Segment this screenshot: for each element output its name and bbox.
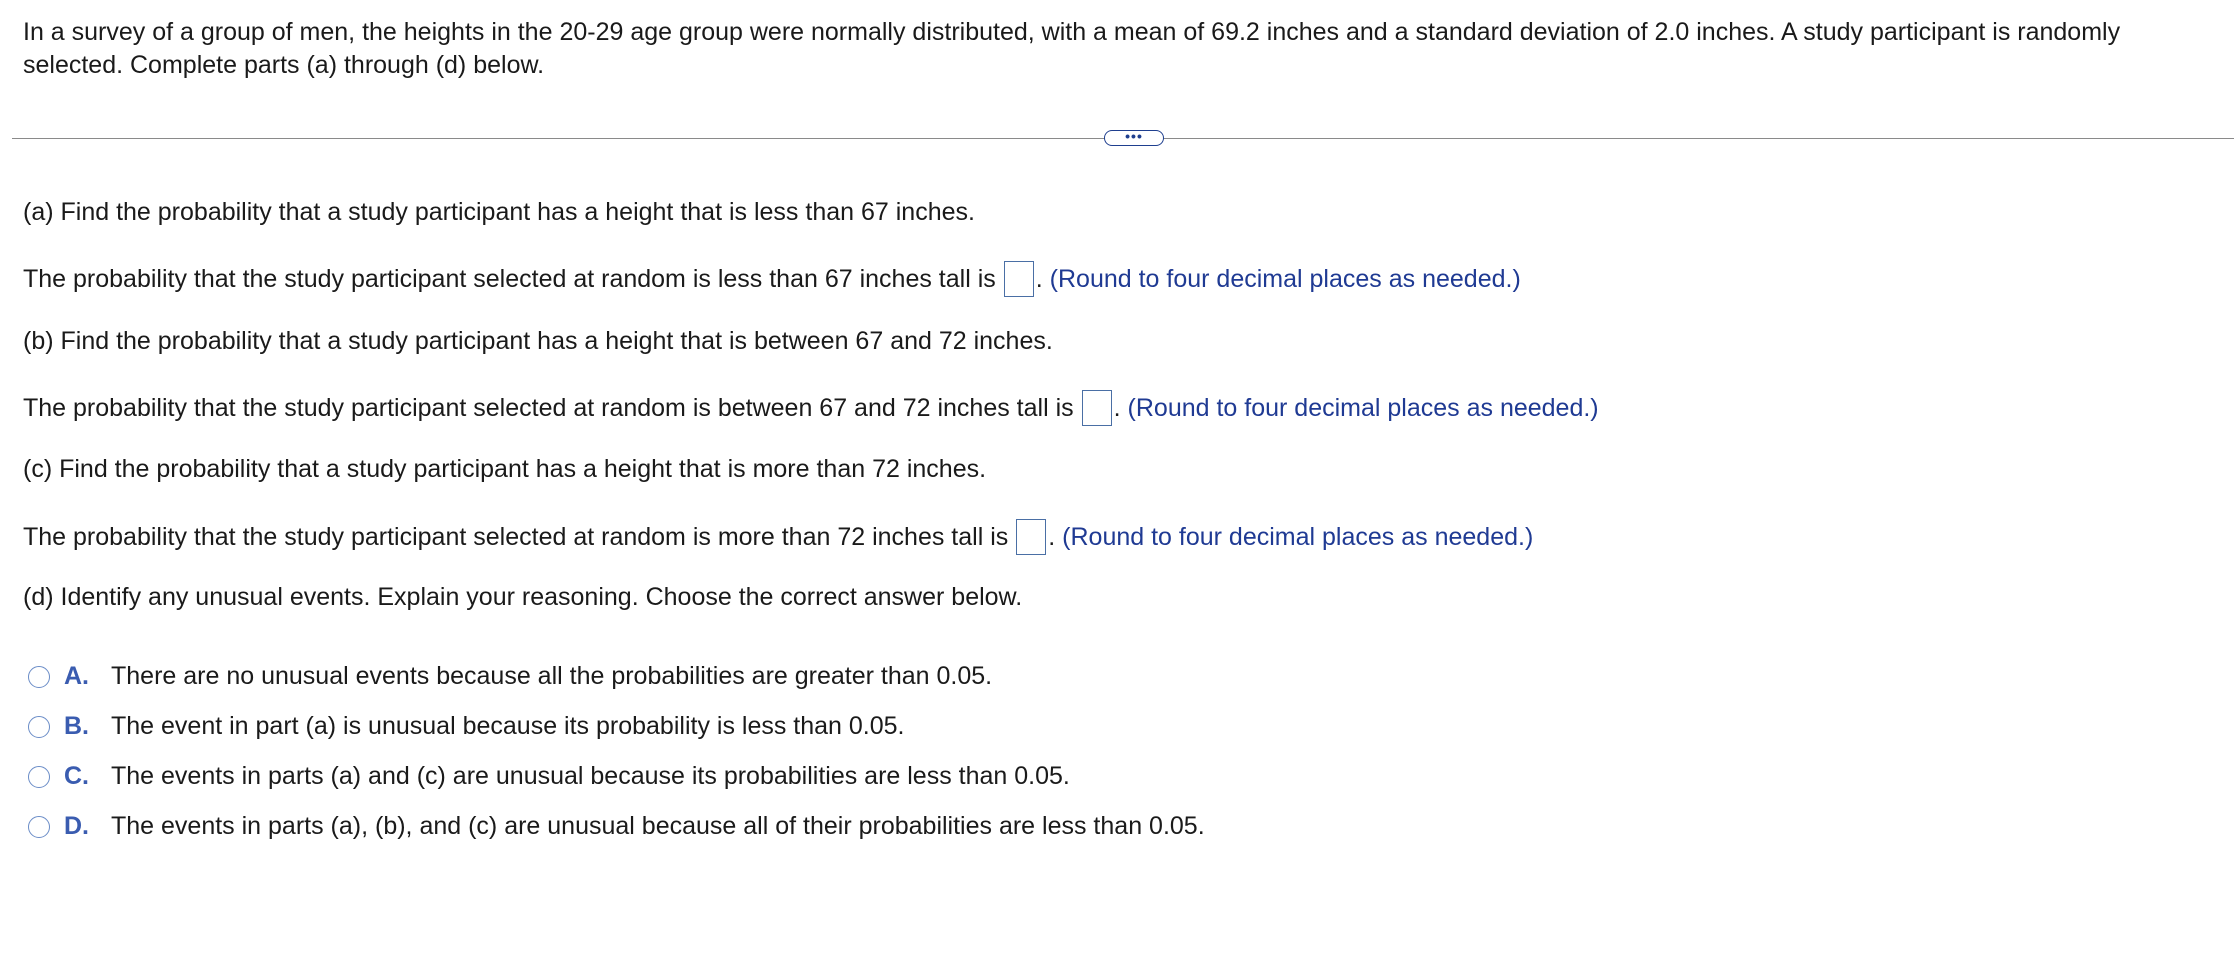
choice-a-text: There are no unusual events because all the probabilities are greater than 0.05. bbox=[111, 662, 993, 690]
choice-a[interactable] bbox=[28, 662, 992, 691]
part-b-question: (b) Find the probability that a study participant has a height that is between 67 and 72 inches. bbox=[23, 327, 1053, 355]
part-a-question: (a) Find the probability that a study participant has a height that is less than 67 inches. bbox=[23, 198, 975, 226]
choice-a-radio[interactable] bbox=[28, 666, 50, 688]
choice-b-letter: B. bbox=[64, 712, 89, 740]
choice-c[interactable] bbox=[28, 762, 1070, 791]
part-a-answer-line bbox=[23, 261, 1521, 297]
choice-b[interactable] bbox=[28, 712, 905, 741]
part-a-prompt: The probability that the study participant selected at random is less than 67 inches tall is bbox=[23, 265, 996, 293]
part-a-suffix: . bbox=[1035, 265, 1043, 293]
part-b-prompt: The probability that the study participant selected at random is between 67 and 72 inches tall is bbox=[23, 394, 1074, 422]
problem-statement: In a survey of a group of men, the heights in the 20-29 age group were normally distributed, with a mean of 69.2 inches and a standard deviation of 2.0 inches. A study participant is randomly selected. Complete parts (a) through (d) below. bbox=[23, 18, 2121, 79]
choice-d-letter: D. bbox=[64, 812, 89, 840]
choice-a-letter: A. bbox=[64, 662, 89, 690]
choice-b-text: The event in part (a) is unusual because its probability is less than 0.05. bbox=[111, 712, 905, 740]
part-c-question: (c) Find the probability that a study participant has a height that is more than 72 inches. bbox=[23, 455, 987, 483]
part-a-answer-input[interactable] bbox=[1004, 261, 1034, 297]
part-c-answer-line bbox=[23, 519, 1533, 555]
part-b-answer-line bbox=[23, 390, 1599, 426]
part-c-hint: (Round to four decimal places as needed.) bbox=[1062, 523, 1534, 551]
part-b-hint: (Round to four decimal places as needed.) bbox=[1127, 394, 1599, 422]
choice-d[interactable] bbox=[28, 812, 1205, 841]
part-a-hint: (Round to four decimal places as needed.) bbox=[1049, 265, 1521, 293]
part-d-question: (d) Identify any unusual events. Explain your reasoning. Choose the correct answer below. bbox=[23, 583, 1023, 611]
part-c-answer-input[interactable] bbox=[1016, 519, 1046, 555]
choice-c-radio[interactable] bbox=[28, 766, 50, 788]
choice-d-text: The events in parts (a), (b), and (c) are unusual because all of their probabilities are less than 0.05. bbox=[111, 812, 1205, 840]
choice-c-letter: C. bbox=[64, 762, 89, 790]
part-b-suffix: . bbox=[1113, 394, 1121, 422]
choice-b-radio[interactable] bbox=[28, 716, 50, 738]
part-c-suffix: . bbox=[1048, 523, 1056, 551]
choice-d-radio[interactable] bbox=[28, 816, 50, 838]
choice-c-text: The events in parts (a) and (c) are unusual because its probabilities are less than 0.05. bbox=[111, 762, 1070, 790]
expand-more-button[interactable]: ••• bbox=[1104, 130, 1164, 146]
part-c-prompt: The probability that the study participant selected at random is more than 72 inches tall is bbox=[23, 523, 1009, 551]
part-b-answer-input[interactable] bbox=[1082, 390, 1112, 426]
